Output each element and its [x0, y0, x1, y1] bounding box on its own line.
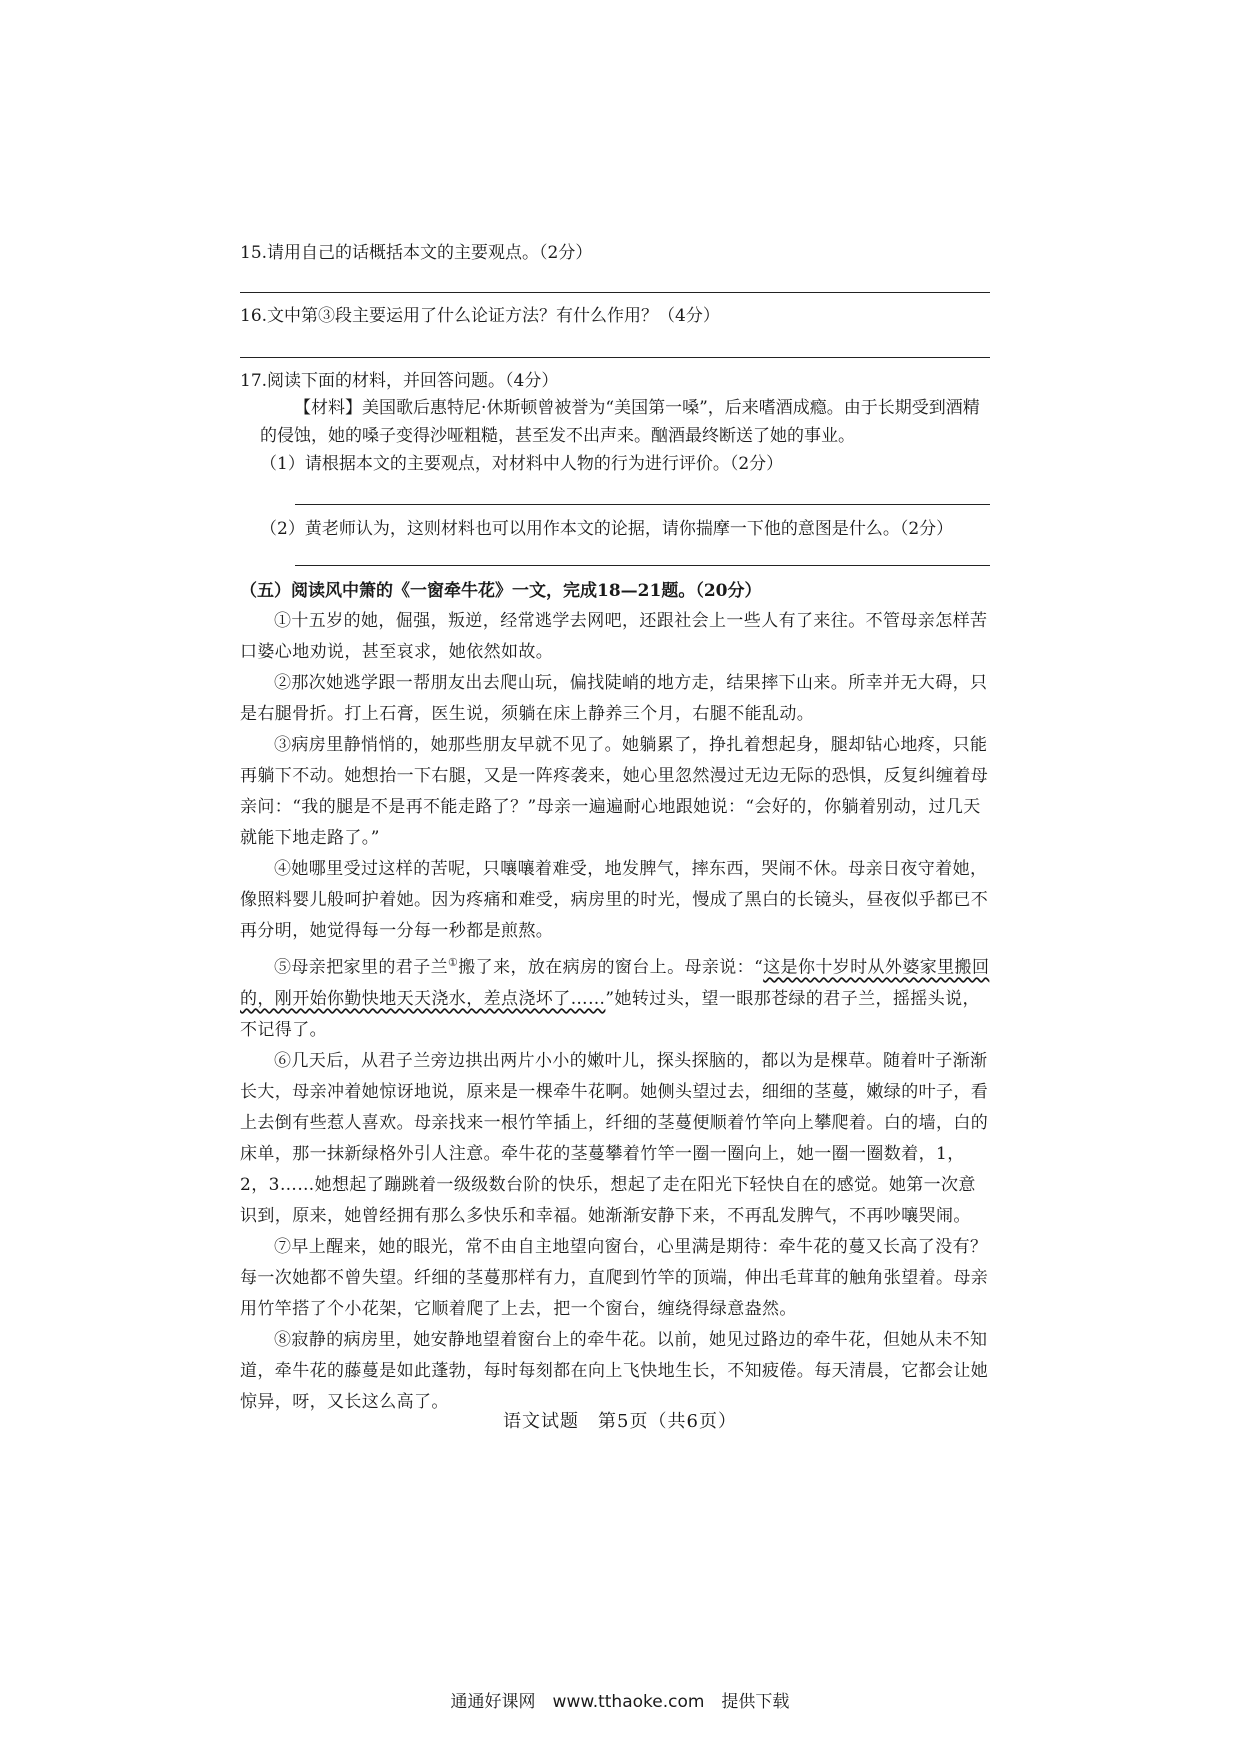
paragraph-4: ④她哪里受过这样的苦呢，只嚷嚷着难受，地发脾气，摔东西，哭闹不休。母亲日夜守着她，像照料婴儿般呵护着她。因为疼痛和难受，病房里的时光，慢成了黑白的长镜头，昼夜似乎都已不再分明，她觉得每一分每一秒都是煎熬。: [240, 859, 989, 941]
question-17-sub1: （1）请根据本文的主要观点，对材料中人物的行为进行评价。（2分）: [260, 454, 784, 474]
section-5-title: （五）阅读风中箫的《一窗牵牛花》一文，完成18—21题。（20分）: [240, 581, 762, 601]
question-17-sub2: （2）黄老师认为，这则材料也可以用作本文的论据，请你揣摩一下他的意图是什么。（2分）: [260, 519, 954, 539]
answer-line-15: [240, 292, 990, 293]
question-17: 17.阅读下面的材料，并回答问题。（4分）: [240, 371, 559, 391]
paragraph-2: ②那次她逃学跟一帮朋友出去爬山玩，偏找陡峭的地方走，结果摔下山来。所幸并无大碍，只是右腿骨折。打上石膏，医生说，须躺在床上静养三个月，右腿不能乱动。: [240, 673, 988, 724]
question-17-material: 【材料】美国歌后惠特尼·休斯顿曾被誉为“美国第一嗓”，后来嗜酒成瘾。由于长期受到酒精的侵蚀，她的嗓子变得沙哑粗糙，甚至发不出声来。酗酒最终断送了她的事业。: [260, 398, 980, 446]
answer-line-17-1: [295, 504, 990, 505]
page-content: [240, 240, 990, 1418]
paragraph-5-start: ⑤母亲把家里的君子兰: [274, 957, 448, 978]
page-footer-title: 语文试题 第5页（共6页）: [503, 1411, 737, 1432]
footnote-marker: ①: [448, 956, 459, 969]
answer-line-17-2: [295, 565, 990, 566]
question-16: 16.文中第③段主要运用了什么论证方法？有什么作用？（4分）: [240, 306, 720, 326]
paragraph-7: ⑦早上醒来，她的眼光，常不由自主地望向窗台，心里满是期待：牵牛花的蔓又长高了没有？每一次她都不曾失望。纤细的茎蔓那样有力，直爬到竹竿的顶端，伸出毛茸茸的触角张望着。母亲用竹竿搭了个小花架，它顺着爬了上去，把一个窗台，缠绕得绿意盎然。: [240, 1236, 989, 1319]
paragraph-5-middle: 搬了来，放在病房的窗台上。母亲说：“: [458, 957, 764, 978]
paragraph-1: ①十五岁的她，倔强，叛逆，经常逃学去网吧，还跟社会上一些人有了来往。不管母亲怎样苦口婆心地劝说，甚至哀求，她依然如故。: [240, 611, 988, 662]
question-15: 15.请用自己的话概括本文的主要观点。（2分）: [240, 243, 593, 263]
page-footer-source: 通通好课网 www.tthaoke.com 提供下载: [450, 1692, 790, 1712]
paragraph-5-end: ”她转过头，望一眼那苍绿的君子兰，摇摇头说，不记得了。: [240, 988, 980, 1040]
paragraph-8: ⑧寂静的病房里，她安静地望着窗台上的牵牛花。以前，她见过路边的牵牛花，但她从未不知道，牵牛花的藤蔓是如此蓬勃，每时每刻都在向上飞快地生长，不知疲倦。每天清晨，它都会让她惊异，呀，又长这么高了。: [240, 1329, 989, 1412]
paragraph-6: ⑥几天后，从君子兰旁边拱出两片小小的嫩叶儿，探头探脑的，都以为是棵草。随着叶子渐渐长大，母亲冲着她惊讶地说，原来是一棵牵牛花啊。她侧头望过去，细细的茎蔓，嫩绿的叶子，看上去倒有些惹人喜欢。母亲找来一根竹竿插上，纤细的茎蔓便顺着竹竿向上攀爬着。白的墙，白的床单，那一抹新绿格外引人注意。牵牛花的茎蔓攀着竹竿一圈一圈向上，她一圈一圈数着，1，2，3……她想起了蹦跳着一级级数台阶的快乐，想起了走在阳光下轻快自在的感觉。她第一次意识到，原来，她曾经拥有那么多快乐和幸福。她渐渐安静下来，不再乱发脾气，不再吵嚷哭闹。: [240, 1050, 989, 1226]
paragraph-3: ③病房里静悄悄的，她那些朋友早就不见了。她躺累了，挣扎着想起身，腿却钻心地疼，只能再躺下不动。她想抬一下右腿，又是一阵疼袭来，她心里忽然漫过无边无际的恐惧，反复纠缠着母亲问：“我的腿是不是再不能走路了？”母亲一遍遍耐心地跟她说：“会好的，你躺着别动，过几天就能下地走路了。”: [240, 735, 989, 848]
paragraph-5-wavy-underlined: 这是你十岁时从外婆家里搬回的，刚开始你勤快地天天浇水，差点浇坏了……: [240, 957, 990, 1009]
answer-line-16: [240, 357, 990, 358]
paragraph-5: [240, 947, 990, 1046]
